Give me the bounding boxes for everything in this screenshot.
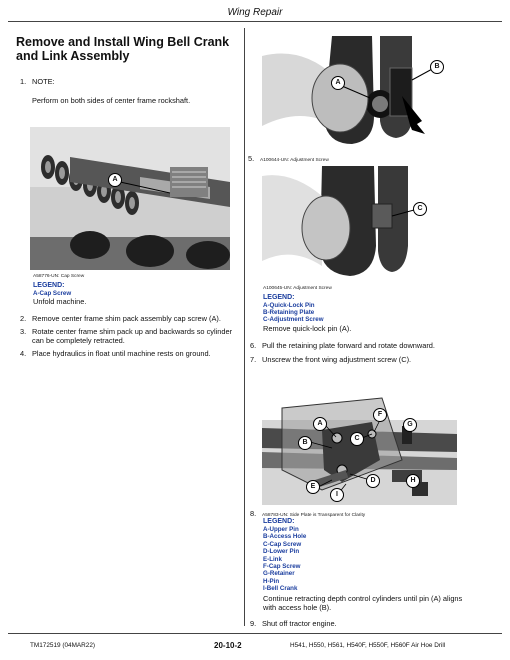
step-8-caption: A58783-UN: Side Plate is Transparent for Clarity — [262, 513, 366, 518]
figure-adjustment-screw-callout-c: C — [413, 202, 427, 216]
step-3-text-line1: Rotate center frame shim pack up and backwards so cylinder — [32, 327, 233, 336]
figure-bell-crank-legend-title: LEGEND: — [263, 518, 295, 525]
step-2 — [20, 314, 244, 324]
figure-bell-crank-callout-c: C — [350, 432, 364, 446]
figure-quick-lock-pin — [262, 36, 445, 151]
figure-cap-screw-legend-title: LEGEND: — [33, 282, 65, 289]
step-4 — [20, 349, 244, 359]
step-7 — [250, 355, 500, 365]
page-header-title: Wing Repair — [227, 7, 283, 18]
footer-rule — [8, 633, 502, 634]
step-6-number: 6. — [250, 341, 257, 350]
step-1-note-text: Perform on both sides of center frame rockshaft. — [32, 96, 191, 105]
unfold-machine-text: Unfold machine. — [33, 297, 87, 306]
figure-adjustment-screw — [262, 166, 445, 281]
step-3-text-line2: can be completely retracted. — [32, 336, 125, 345]
step-9-text: Shut off tractor engine. — [262, 619, 337, 628]
step-1 — [20, 77, 240, 87]
legend-item-upper-pin: A-Upper Pin — [263, 526, 299, 533]
step-5-caption: A100644-UN: Adjustment Screw — [260, 158, 329, 163]
legend-item-link: E-Link — [263, 555, 282, 563]
column-divider — [244, 28, 245, 626]
figure-bell-crank-callout-b: B — [298, 436, 312, 450]
figure-bell-crank-callout-g: G — [403, 418, 417, 432]
legend-item-bell-crank: I-Bell Crank — [263, 585, 298, 593]
figure-bell-crank-callout-i: I — [330, 488, 344, 502]
figure-adjustment-screw-legend-item-b: B-Retaining Plate — [263, 309, 315, 316]
step-1-number: 1. — [20, 77, 27, 86]
figure-bell-crank-illustration — [262, 390, 457, 505]
legend-item-lower-pin: D-Lower Pin — [263, 548, 300, 556]
step-9-number: 9. — [250, 619, 257, 628]
legend-item-cap-screw-c: C-Cap Screw — [263, 540, 302, 548]
legend-item-retainer: G-Retainer — [263, 570, 295, 578]
figure-bell-crank-legend-list — [263, 526, 463, 593]
figure-bell-crank-callout-f: F — [373, 408, 387, 422]
remove-quick-lock-pin-text: Remove quick-lock pin (A). — [263, 324, 352, 333]
step-6 — [250, 341, 500, 351]
continue-retracting-text-line2: with access hole (B). — [263, 603, 332, 612]
step-3 — [20, 327, 244, 347]
figure-bell-crank-callout-d: D — [366, 474, 380, 488]
footer-doc-id: TM172519 (04MAR22) — [30, 642, 96, 649]
section-title: Remove and Install Wing Bell Crank and Link Assembly — [16, 35, 230, 63]
figure-adjustment-screw-legend-item-a: A-Quick-Lock Pin — [263, 302, 315, 309]
step-4-text: Place hydraulics in float until machine rests on ground. — [32, 349, 211, 358]
figure-bell-crank-callout-e: E — [306, 480, 320, 494]
step-7-number: 7. — [250, 355, 257, 364]
step-9 — [250, 619, 500, 629]
step-5-number: 5. — [248, 154, 255, 163]
step-5 — [248, 154, 498, 164]
figure-bell-crank-assembly — [262, 390, 457, 505]
figure-cap-screw-callout-a: A — [108, 173, 122, 187]
legend-item-access-hole: B-Access Hole — [263, 533, 307, 541]
header-rule — [8, 21, 502, 22]
figure-cap-screw-legend-item: A-Cap Screw — [33, 290, 72, 297]
step-2-text: Remove center frame shim pack assembly cap screw (A). — [32, 314, 221, 323]
continue-retracting-text-line1: Continue retracting depth control cylinders until pin (A) aligns — [263, 594, 463, 603]
step-4-number: 4. — [20, 349, 27, 358]
figure-bell-crank-callout-a: A — [313, 417, 327, 431]
figure-cap-screw — [30, 127, 230, 270]
figure-quick-lock-pin-illustration — [262, 36, 445, 151]
step-6-text: Pull the retaining plate forward and rotate downward. — [262, 341, 435, 350]
step-8-number: 8. — [250, 509, 257, 518]
figure-adjustment-screw-legend-title: LEGEND: — [263, 294, 295, 301]
figure-adjustment-screw-caption: A100645-UN: Adjustment Screw — [263, 286, 332, 291]
footer-model-list: H541, H550, H561, H540F, H550F, H560F Air Hoe Drill — [290, 642, 446, 649]
step-2-number: 2. — [20, 314, 27, 323]
figure-cap-screw-illustration — [30, 127, 230, 270]
step-1-note-label: NOTE: — [32, 77, 55, 86]
figure-bell-crank-callout-h: H — [406, 474, 420, 488]
legend-item-cap-screw-f: F-Cap Screw — [263, 563, 301, 571]
figure-quick-lock-pin-callout-b: B — [430, 60, 444, 74]
step-3-number: 3. — [20, 327, 27, 336]
figure-adjustment-screw-illustration — [262, 166, 445, 281]
footer-page-number: 20-10-2 — [214, 641, 242, 650]
figure-adjustment-screw-legend-item-c: C-Adjustment Screw — [263, 316, 324, 323]
legend-item-pin: H-Pin — [263, 577, 280, 585]
step-7-text: Unscrew the front wing adjustment screw (C). — [262, 355, 412, 364]
figure-quick-lock-pin-callout-a: A — [331, 76, 345, 90]
figure-cap-screw-caption: A58776-UN: Cap Screw — [33, 274, 85, 279]
